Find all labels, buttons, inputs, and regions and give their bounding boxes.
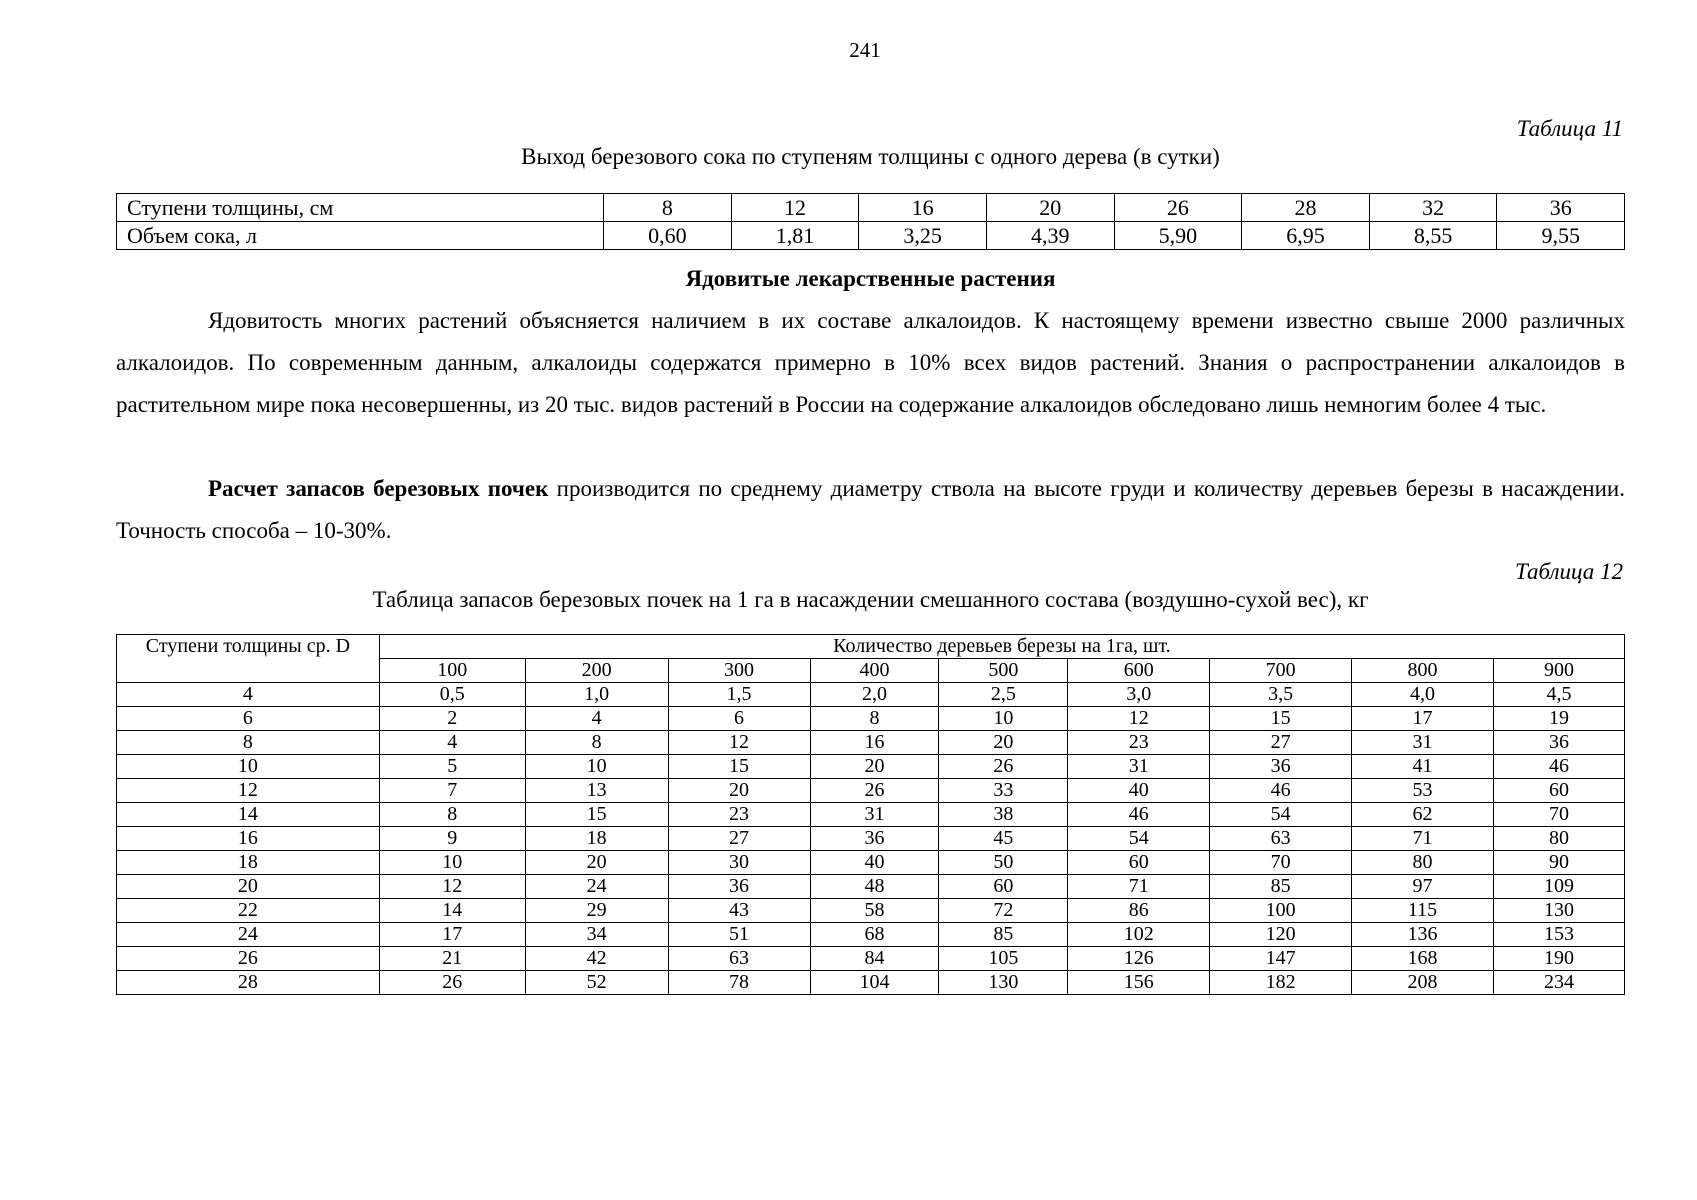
table12-cell: 10: [379, 851, 525, 875]
table12-column-header: 100: [379, 659, 525, 683]
table12-diameter-cell: 22: [117, 899, 380, 923]
table12-cell: 31: [1352, 731, 1494, 755]
table12-column-header: 400: [810, 659, 939, 683]
table12-cell: 26: [379, 971, 525, 995]
table11-row-header: Ступени толщины, см: [117, 194, 604, 222]
table12-cell: 105: [939, 947, 1068, 971]
table12-cell: 6: [668, 707, 810, 731]
table12-cell: 18: [525, 827, 668, 851]
table11-cell: 5,90: [1114, 222, 1242, 250]
table12-cell: 20: [668, 779, 810, 803]
table12-cell: 136: [1352, 923, 1494, 947]
table12-cell: 86: [1068, 899, 1210, 923]
table11-cell: 8,55: [1369, 222, 1497, 250]
table12-cell: 41: [1352, 755, 1494, 779]
table12-cell: 7: [379, 779, 525, 803]
table11-cell: 6,95: [1242, 222, 1370, 250]
table12-cell: 46: [1068, 803, 1210, 827]
table12-cell: 70: [1493, 803, 1624, 827]
table11-cell: 12: [731, 194, 859, 222]
table12-cell: 60: [939, 875, 1068, 899]
table12-cell: 23: [668, 803, 810, 827]
table11-cell: 28: [1242, 194, 1370, 222]
paragraph-birch-buds: [116, 468, 1625, 552]
table12-cell: 5: [379, 755, 525, 779]
table12-diameter-cell: 26: [117, 947, 380, 971]
table-row: [117, 731, 1625, 755]
table12-diameter-cell: 20: [117, 875, 380, 899]
table12-cell: 0,5: [379, 683, 525, 707]
section-heading: Ядовитые лекарственные растения: [685, 266, 1056, 291]
table12-cell: 4: [379, 731, 525, 755]
table12-cell: 71: [1068, 875, 1210, 899]
table12-cell: 17: [1352, 707, 1494, 731]
table11-row-header: Объем сока, л: [117, 222, 604, 250]
table12-cell: 19: [1493, 707, 1624, 731]
table12-diameter-cell: 16: [117, 827, 380, 851]
table12-cell: 3,5: [1210, 683, 1352, 707]
table12-cell: 42: [525, 947, 668, 971]
table12-cell: 36: [810, 827, 939, 851]
paragraph-birch-buds-bold: Расчет запасов березовых почек: [208, 476, 549, 501]
table12-cell: 62: [1352, 803, 1494, 827]
table12-label: Таблица 12: [1514, 559, 1623, 584]
table12-cell: 8: [379, 803, 525, 827]
table11-label: Таблица 11: [1516, 116, 1623, 141]
table12-diameter-cell: 28: [117, 971, 380, 995]
table11-cell: 32: [1369, 194, 1497, 222]
table12-column-header: 500: [939, 659, 1068, 683]
table12-cell: 51: [668, 923, 810, 947]
table12-diameter-cell: 6: [117, 707, 380, 731]
table12-cell: 33: [939, 779, 1068, 803]
table12-cell: 15: [525, 803, 668, 827]
table12-cell: 1,5: [668, 683, 810, 707]
table12-cell: 26: [939, 755, 1068, 779]
table12-diameter-cell: 10: [117, 755, 380, 779]
table12-cell: 80: [1352, 851, 1494, 875]
table12-diameter-cell: 14: [117, 803, 380, 827]
table-row: [117, 683, 1625, 707]
table12-cell: 52: [525, 971, 668, 995]
page-number: 241: [849, 38, 881, 62]
table11-cell: 26: [1114, 194, 1242, 222]
table12-cell: 23: [1068, 731, 1210, 755]
table11-cell: 9,55: [1497, 222, 1625, 250]
table11-cell: 4,39: [986, 222, 1114, 250]
table12-cell: 40: [810, 851, 939, 875]
table12-cell: 4: [525, 707, 668, 731]
table12-cell: 13: [525, 779, 668, 803]
table-row: [117, 827, 1625, 851]
table12-cell: 182: [1210, 971, 1352, 995]
table12-cell: 27: [668, 827, 810, 851]
table11-cell: 3,25: [859, 222, 987, 250]
table12-cell: 21: [379, 947, 525, 971]
table-row: [117, 947, 1625, 971]
table11-cell: 36: [1497, 194, 1625, 222]
table12-cell: 130: [939, 971, 1068, 995]
table12-cell: 126: [1068, 947, 1210, 971]
table12-cell: 4,0: [1352, 683, 1494, 707]
table12-cell: 147: [1210, 947, 1352, 971]
table12-cell: 100: [1210, 899, 1352, 923]
table12-cell: 20: [939, 731, 1068, 755]
table-row: [117, 899, 1625, 923]
paragraph-alkaloids-text: Ядовитость многих растений объясняется наличием в их составе алкалоидов. К настоящему времени известно свыше 2000 различных алкалоидов. По современным данным, алкалоиды содержатся примерно в 10% всех видов растений. Знания о распространении алкалоидов в растительном мире пока несовершенны, из 20 тыс. видов растений в России на содержание алкалоидов обследовано лишь немногим более 4 тыс.: [116, 308, 1625, 417]
table12-cell: 190: [1493, 947, 1624, 971]
table11: [116, 193, 1625, 250]
table12-cell: 8: [810, 707, 939, 731]
table12-group-header: Количество деревьев березы на 1га, шт.: [379, 635, 1624, 659]
table11-cell: 20: [986, 194, 1114, 222]
table12-cell: 48: [810, 875, 939, 899]
table12-cell: 20: [525, 851, 668, 875]
table12-cell: 2,5: [939, 683, 1068, 707]
table12-diameter-cell: 8: [117, 731, 380, 755]
table12-column-header: 300: [668, 659, 810, 683]
table12-cell: 71: [1352, 827, 1494, 851]
table12-cell: 20: [810, 755, 939, 779]
table-row: [117, 923, 1625, 947]
table12-column-header: 800: [1352, 659, 1494, 683]
table11-row: [117, 194, 1625, 222]
table12-cell: 8: [525, 731, 668, 755]
table12-cell: 84: [810, 947, 939, 971]
table12-cell: 1,0: [525, 683, 668, 707]
table12-cell: 31: [810, 803, 939, 827]
table12-cell: 78: [668, 971, 810, 995]
table12-cell: 31: [1068, 755, 1210, 779]
table12-diameter-cell: 24: [117, 923, 380, 947]
table-row: [117, 707, 1625, 731]
table12-cell: 58: [810, 899, 939, 923]
table12-cell: 115: [1352, 899, 1494, 923]
table12-cell: 63: [668, 947, 810, 971]
table12-cell: 10: [525, 755, 668, 779]
table12-cell: 60: [1068, 851, 1210, 875]
table12-cell: 36: [668, 875, 810, 899]
table12-cell: 14: [379, 899, 525, 923]
table12-cell: 36: [1493, 731, 1624, 755]
table12-cell: 3,0: [1068, 683, 1210, 707]
table12-cell: 43: [668, 899, 810, 923]
table12-cell: 109: [1493, 875, 1624, 899]
table12-cell: 10: [939, 707, 1068, 731]
table12-cell: 130: [1493, 899, 1624, 923]
table12-cell: 24: [525, 875, 668, 899]
table12: [116, 634, 1625, 995]
table12-cell: 70: [1210, 851, 1352, 875]
table12-cell: 234: [1493, 971, 1624, 995]
table12-cell: 34: [525, 923, 668, 947]
table12-cell: 12: [379, 875, 525, 899]
table12-cell: 36: [1210, 755, 1352, 779]
table12-cell: 54: [1068, 827, 1210, 851]
table12-cell: 90: [1493, 851, 1624, 875]
table12-cell: 2,0: [810, 683, 939, 707]
table12-cell: 102: [1068, 923, 1210, 947]
table12-column-header: 900: [1493, 659, 1624, 683]
table12-cell: 16: [810, 731, 939, 755]
table12-cell: 38: [939, 803, 1068, 827]
table12-column-header: 700: [1210, 659, 1352, 683]
table12-cell: 80: [1493, 827, 1624, 851]
table12-cell: 26: [810, 779, 939, 803]
table12-cell: 45: [939, 827, 1068, 851]
table12-cell: 4,5: [1493, 683, 1624, 707]
table-row: [117, 803, 1625, 827]
table12-cell: 104: [810, 971, 939, 995]
table12-cell: 17: [379, 923, 525, 947]
table12-diameter-cell: 18: [117, 851, 380, 875]
paragraph-alkaloids: [116, 300, 1625, 426]
table12-cell: 12: [668, 731, 810, 755]
table12-cell: 156: [1068, 971, 1210, 995]
table12-cell: 85: [939, 923, 1068, 947]
table12-cell: 15: [668, 755, 810, 779]
table-row: [117, 875, 1625, 899]
table12-cell: 29: [525, 899, 668, 923]
table-row: [117, 755, 1625, 779]
table12-column-header: 200: [525, 659, 668, 683]
table12-cell: 72: [939, 899, 1068, 923]
table12-cell: 40: [1068, 779, 1210, 803]
table11-cell: 1,81: [731, 222, 859, 250]
table12-cell: 53: [1352, 779, 1494, 803]
table11-cell: 8: [604, 194, 732, 222]
table11-cell: 16: [859, 194, 987, 222]
table12-diameter-cell: 12: [117, 779, 380, 803]
table12-caption: Таблица запасов березовых почек на 1 га в насаждении смешанного состава (воздушно-сухой вес), кг: [372, 587, 1369, 612]
table12-cell: 15: [1210, 707, 1352, 731]
table12-cell: 30: [668, 851, 810, 875]
table-row: [117, 851, 1625, 875]
table12-column-header: 600: [1068, 659, 1210, 683]
table12-cell: 63: [1210, 827, 1352, 851]
table12-cell: 12: [1068, 707, 1210, 731]
table12-cell: 46: [1210, 779, 1352, 803]
table12-cell: 97: [1352, 875, 1494, 899]
table12-cell: 153: [1493, 923, 1624, 947]
table-row: [117, 779, 1625, 803]
table12-cell: 50: [939, 851, 1068, 875]
table11-cell: 0,60: [604, 222, 732, 250]
table12-cell: 46: [1493, 755, 1624, 779]
table11-row: [117, 222, 1625, 250]
table12-cell: 54: [1210, 803, 1352, 827]
table12-cell: 2: [379, 707, 525, 731]
table12-cell: 120: [1210, 923, 1352, 947]
table12-cell: 60: [1493, 779, 1624, 803]
table12-cell: 168: [1352, 947, 1494, 971]
table12-cell: 9: [379, 827, 525, 851]
table12-cell: 68: [810, 923, 939, 947]
table12-diameter-cell: 4: [117, 683, 380, 707]
table12-cell: 85: [1210, 875, 1352, 899]
table-row: [117, 971, 1625, 995]
table12-row-header: Ступени толщины ср. D: [117, 635, 380, 683]
table12-cell: 27: [1210, 731, 1352, 755]
table11-caption: Выход березового сока по ступеням толщины с одного дерева (в сутки): [521, 144, 1220, 169]
paragraph-birch-buds-text: производится по среднему диаметру ствола на высоте груди и количеству деревьев березы в насаждении. Точность способа – 10-30%.: [116, 476, 1625, 543]
table12-cell: 208: [1352, 971, 1494, 995]
